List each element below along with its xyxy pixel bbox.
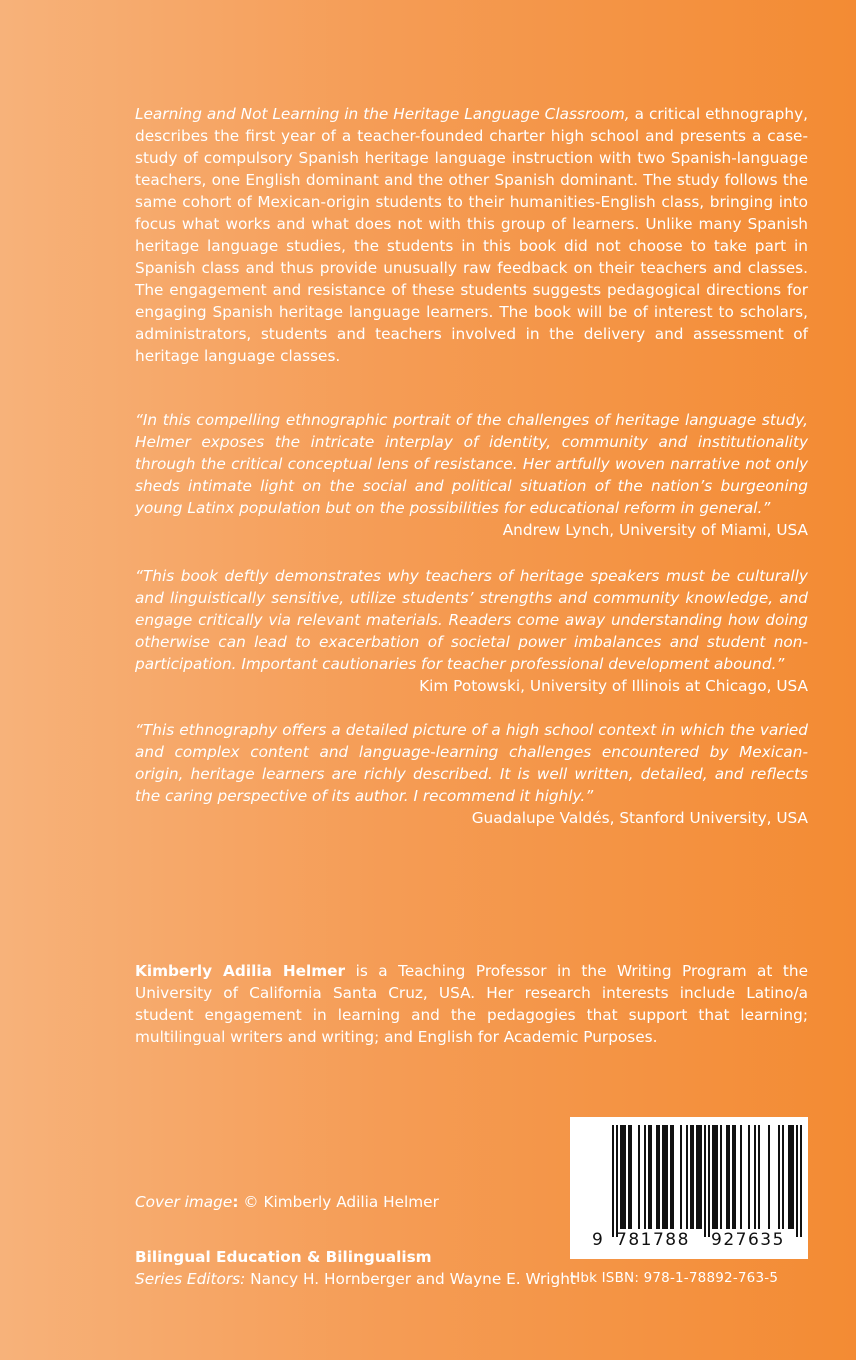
barcode-bar	[650, 1125, 652, 1229]
barcode-bar	[792, 1125, 794, 1229]
barcode-bar	[612, 1125, 614, 1237]
barcode-bar	[624, 1125, 626, 1229]
isbn-line: Hbk ISBN: 978-1-78892-763-5	[570, 1270, 779, 1286]
author-name: Kimberly Adilia Helmer	[135, 962, 346, 980]
barcode-bar	[690, 1125, 692, 1229]
barcode-bar	[712, 1125, 714, 1229]
barcode-digits-right: 927635	[711, 1230, 785, 1250]
barcode-bar	[630, 1125, 632, 1229]
barcode-bar	[628, 1125, 630, 1229]
barcode-bar	[648, 1125, 650, 1229]
cover-credit-text: © Kimberly Adilia Helmer	[238, 1193, 439, 1211]
barcode-bar	[740, 1125, 742, 1229]
endorsement-quote: “This book deftly demonstrates why teachers of heritage speakers must be culturally and linguistically sensitive, utilize students’ strengths and community knowledge, and engage critically via relevant materials. Readers come away understanding how doing otherwise can lead to exacerbation of societal power imbalances and student non-participation. Important cautionaries for teacher professional development abound.”	[135, 567, 808, 673]
barcode-bar	[680, 1125, 682, 1229]
barcode-bar	[726, 1125, 728, 1229]
barcode-bar	[728, 1125, 730, 1229]
barcode-bar	[788, 1125, 790, 1229]
barcode-bar	[692, 1125, 694, 1229]
barcode-bar	[686, 1125, 688, 1229]
barcode-bar	[790, 1125, 792, 1229]
barcode-bar	[716, 1125, 718, 1229]
barcode	[570, 1117, 808, 1259]
barcode-bar	[768, 1125, 770, 1229]
endorsement-quote: “In this compelling ethnographic portrait of the challenges of heritage language study, Helmer exposes the intricate interplay of identity, community and institutionality through the critical conceptual lens of resistance. Her artfully woven narrative not only sheds intimate light on the social and political situation of the nation’s burgeoning young Latinx population but on the possibilities for educational reform in general.”	[135, 411, 808, 517]
barcode-bar	[748, 1125, 750, 1229]
series-name: Bilingual Education & Bilingualism	[135, 1248, 432, 1266]
barcode-bar	[704, 1125, 706, 1237]
author-bio-text: is a Teaching Professor in the Writing Program at the University of California Santa Cruz, USA. Her research interests include Latino/a student engagement in learning and the pedagogies that support that learning; multilingual writers and writing; and English for Academic Purposes.	[135, 962, 809, 1046]
cover-credit-separator: :	[232, 1193, 239, 1211]
barcode-digits-left: 781788	[616, 1230, 690, 1250]
barcode-bar	[758, 1125, 760, 1229]
author-bio	[135, 960, 808, 1048]
cover-credit	[135, 1191, 439, 1213]
series-editors-label: Series Editors:	[135, 1270, 246, 1288]
barcode-bar	[708, 1125, 710, 1237]
barcode-bar	[782, 1125, 784, 1229]
barcode-bar	[800, 1125, 802, 1237]
barcode-bar	[620, 1125, 622, 1229]
barcode-bar	[616, 1125, 618, 1237]
barcode-bar	[754, 1125, 756, 1229]
barcode-bar	[732, 1125, 734, 1229]
cover-credit-label: Cover image	[135, 1193, 233, 1211]
book-title: Learning and Not Learning in the Heritage Language Classroom,	[135, 105, 630, 123]
barcode-bar	[672, 1125, 674, 1229]
barcode-bar	[696, 1125, 698, 1229]
barcode-digit-lead: 9	[592, 1230, 605, 1250]
barcode-bar	[622, 1125, 624, 1229]
barcode-bar	[666, 1125, 668, 1229]
endorsement-attribution: Andrew Lynch, University of Miami, USA	[502, 521, 808, 539]
barcode-bar	[700, 1125, 702, 1229]
endorsement	[135, 409, 808, 541]
endorsement	[135, 565, 808, 697]
barcode-bar	[664, 1125, 666, 1229]
endorsement-quote: “This ethnography offers a detailed picture of a high school context in which the varied and complex content and language-learning challenges encountered by Mexican-origin, heritage learners are richly described. It is well written, detailed, and reflects the caring perspective of its author. I recommend it highly.”	[135, 721, 808, 805]
endorsement	[135, 719, 808, 829]
barcode-bar	[698, 1125, 700, 1229]
barcode-bar	[778, 1125, 780, 1229]
barcode-bar	[714, 1125, 716, 1229]
series-editors-line	[135, 1268, 576, 1290]
description-text: a critical ethnography, describes the first year of a teacher-founded charter high school and presents a case-study of compulsory Spanish heritage language instruction with two Spanish-language teachers, one English dominant and the other Spanish dominant. The study follows the same cohort of Mexican-origin students to their humanities-English class, bringing into focus what works and what does not with this group of learners. Unlike many Spanish heritage language studies, the students in this book did not choose to take part in Spanish class and thus provide unusually raw feedback on their teachers and classes. The engagement and resistance of these students suggests pedagogical directions for engaging Spanish heritage language learners. The book will be of interest to scholars, administrators, students and teachers involved in the delivery and assessment of heritage language classes.	[135, 105, 808, 365]
barcode-digits	[570, 1230, 808, 1254]
barcode-bar	[720, 1125, 722, 1229]
barcode-bar	[638, 1125, 640, 1229]
barcode-bar	[670, 1125, 672, 1229]
endorsement-attribution: Kim Potowski, University of Illinois at Chicago, USA	[419, 677, 808, 695]
barcode-bar	[658, 1125, 660, 1229]
barcode-bar	[796, 1125, 798, 1237]
series-info	[135, 1246, 576, 1290]
book-description	[135, 103, 808, 367]
series-editors: Nancy H. Hornberger and Wayne E. Wright	[245, 1270, 576, 1288]
endorsement-attribution: Guadalupe Valdés, Stanford University, USA	[471, 809, 808, 827]
barcode-bar	[656, 1125, 658, 1229]
barcode-bar	[662, 1125, 664, 1229]
barcode-bar	[644, 1125, 646, 1229]
barcode-bar	[734, 1125, 736, 1229]
